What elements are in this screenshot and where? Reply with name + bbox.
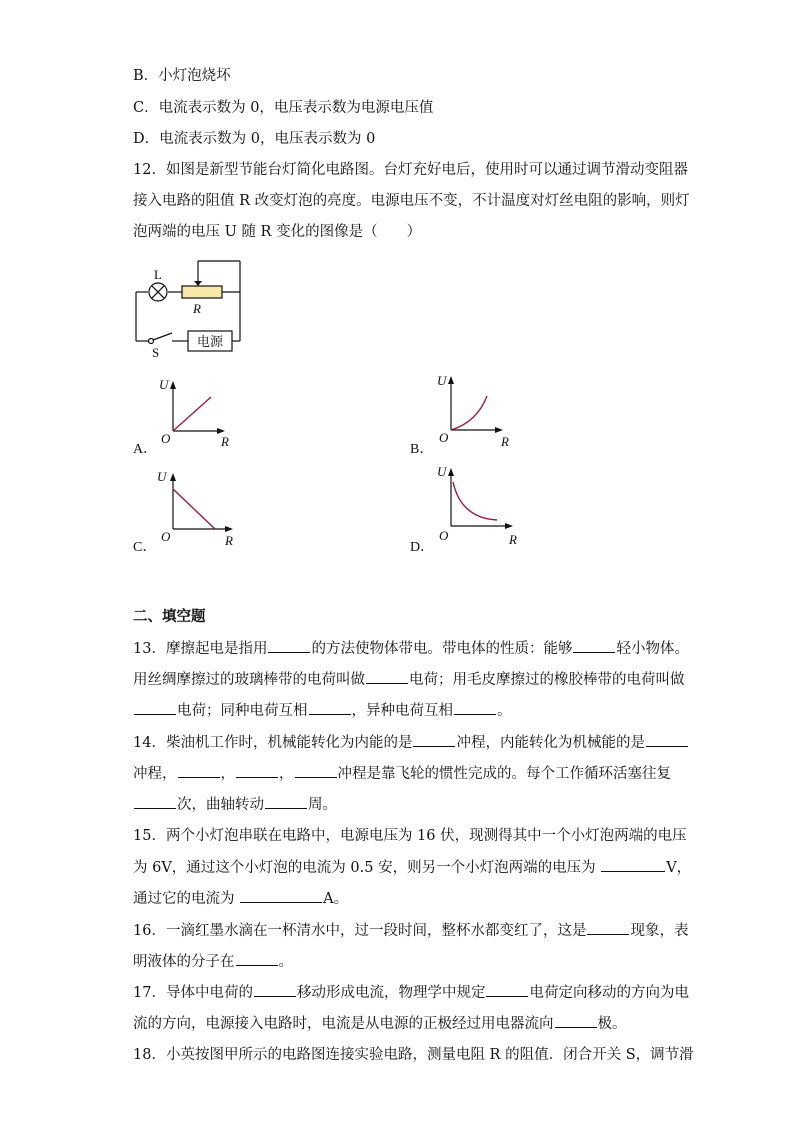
q14-blank-5[interactable] xyxy=(295,763,337,778)
graph-b xyxy=(433,370,518,452)
graph-a-u-label: U xyxy=(159,377,169,392)
graph-b-r-label: R xyxy=(501,434,509,449)
q15-line-2: 为 6V，通过这个小灯泡的电流为 0.5 安，则另一个小灯泡两端的电压为 V， xyxy=(133,857,691,878)
q17-blank-3[interactable] xyxy=(555,1013,597,1028)
q13-blank-2[interactable] xyxy=(573,638,615,653)
q14-line-1: 14．柴油机工作时，机械能转化为内能的是 冲程，内能转化为机械能的是 xyxy=(133,732,689,753)
graph-a xyxy=(155,375,240,453)
switch-label: S xyxy=(152,345,160,360)
graph-a-r-label: R xyxy=(221,434,229,449)
q11-option-b: B．小灯泡烧坏 xyxy=(133,68,231,84)
graph-c-option: C． xyxy=(133,540,157,555)
q11-option-d: D．电流表示数为 0，电压表示数为 0 xyxy=(133,131,376,147)
lamp-symbol xyxy=(149,283,167,301)
q14-blank-2[interactable] xyxy=(646,732,688,747)
graph-d-r-label: R xyxy=(509,532,517,547)
q13-blank-4[interactable] xyxy=(134,700,176,715)
q18-line-1: 18．小英按图甲所示的电路图连接实验电路，测量电阻 R 的阻值．闭合开关 S，调节滑 xyxy=(133,1047,694,1063)
graph-d xyxy=(433,460,523,548)
q17-blank-2[interactable] xyxy=(486,982,528,997)
graph-b-option: B． xyxy=(410,442,434,457)
section-title: 二、填空题 xyxy=(133,609,206,625)
q16-blank-1[interactable] xyxy=(587,920,629,935)
q16-line-1: 16．一滴红墨水滴在一杯清水中，过一段时间，整杯水都变红了，这是 现象，表 xyxy=(133,920,688,941)
q15-blank-1[interactable] xyxy=(601,857,665,872)
q14-blank-3[interactable] xyxy=(178,763,220,778)
graph-b-u-label: U xyxy=(437,373,447,388)
graph-a-option: A． xyxy=(133,442,158,457)
q15-line-3: 通过它的电流为 A。 xyxy=(133,888,348,909)
q14-line-2: 冲程， ， ， 冲程是靠飞轮的惯性完成的。每个工作循环活塞往复 xyxy=(133,763,671,784)
q17-line-2: 流的方向，电源接入电路时，电流是从电源的正极经过用电器流向 极。 xyxy=(133,1013,627,1034)
q14-line-3: 次，曲轴转动 周。 xyxy=(133,794,337,815)
power-source-label: 电源 xyxy=(197,335,224,350)
rheostat-symbol xyxy=(182,286,222,298)
circuit-diagram xyxy=(120,255,250,365)
q14-blank-6[interactable] xyxy=(134,794,176,809)
q13-blank-3[interactable] xyxy=(366,669,408,684)
slider-arrow xyxy=(194,281,202,286)
q12-line-1: 12．如图是新型节能台灯简化电路图。台灯充好电后，使用时可以通过调节滑动变阻器 xyxy=(133,162,688,178)
q14-blank-4[interactable] xyxy=(236,763,278,778)
q13-line-1: 13．摩擦起电是指用 的方法使物体带电。带电体的性质：能够 轻小物体。 xyxy=(133,638,689,659)
q15-line-1: 15．两个小灯泡串联在电路中，电源电压为 16 伏，现测得其中一个小灯泡两端的电压 xyxy=(133,828,687,844)
q15-blank-2[interactable] xyxy=(240,888,322,903)
graph-c-origin: O xyxy=(161,529,171,544)
q14-blank-1[interactable] xyxy=(413,732,455,747)
q16-line-2: 明液体的分子在 。 xyxy=(133,951,293,972)
q17-line-1: 17．导体中电荷的 移动形成电流，物理学中规定 电荷定向移动的方向为电 xyxy=(133,982,689,1003)
q13-blank-1[interactable] xyxy=(268,638,310,653)
q12-line-3: 泡两端的电压 U 随 R 变化的图像是（ ） xyxy=(133,224,422,240)
lamp-label: L xyxy=(154,267,162,282)
q11-option-c: C．电流表示数为 0，电压表示数为电源电压值 xyxy=(133,100,434,116)
graph-d-u-label: U xyxy=(437,464,447,479)
q13-line-2: 用丝绸摩擦过的玻璃棒带的电荷叫做 电荷；用毛皮摩擦过的橡胶棒带的电荷叫做 xyxy=(133,669,685,690)
graph-c-u-label: U xyxy=(157,469,167,484)
graph-d-origin: O xyxy=(439,528,449,543)
q13-line-3: 电荷；同种电荷互相 ，异种电荷互相 。 xyxy=(133,700,512,721)
graph-c-r-label: R xyxy=(225,533,233,548)
graph-c xyxy=(155,465,245,550)
q16-blank-2[interactable] xyxy=(236,951,278,966)
rheostat-label: R xyxy=(193,301,201,316)
q12-line-2: 接入电路的阻值 R 改变灯泡的亮度。电源电压不变，不计温度对灯丝电阻的影响，则灯 xyxy=(133,193,690,209)
q13-blank-5[interactable] xyxy=(309,700,351,715)
q14-blank-7[interactable] xyxy=(265,794,307,809)
q17-blank-1[interactable] xyxy=(254,982,296,997)
graph-a-origin: O xyxy=(161,431,171,446)
graph-b-origin: O xyxy=(439,430,449,445)
q13-blank-6[interactable] xyxy=(454,700,496,715)
graph-d-option: D． xyxy=(410,540,435,555)
